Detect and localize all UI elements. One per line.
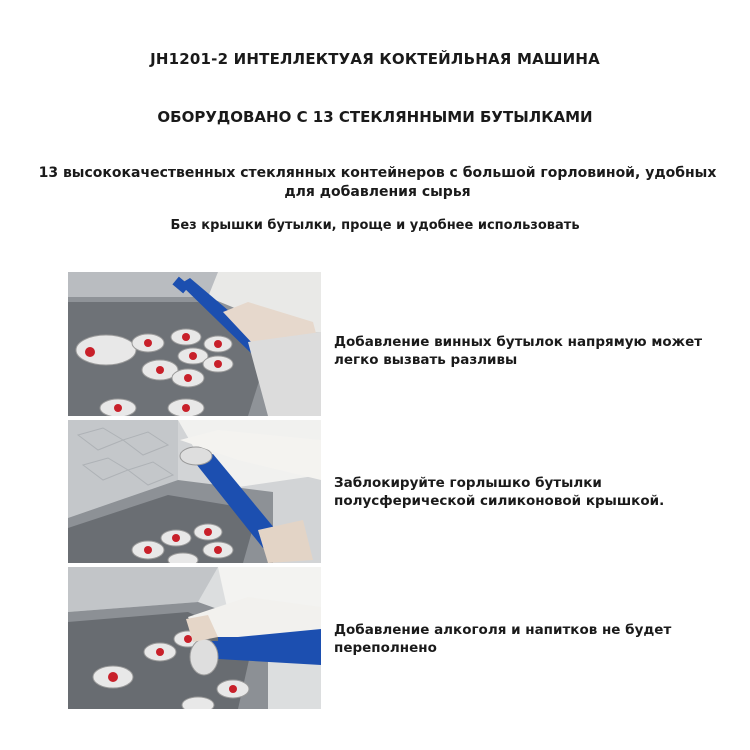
photo-silicone-cap xyxy=(68,420,321,563)
photo-adding-alcohol xyxy=(68,567,321,709)
photo-pouring-directly xyxy=(68,272,321,416)
step-caption-1: Добавление винных бутылок напрямую может легко вызвать разливы xyxy=(334,334,703,368)
page-title: JH1201-2 ИНТЕЛЛЕКТУАЯ КОКТЕЙЛЬНАЯ МАШИНА xyxy=(150,50,600,68)
note-text: Без крышки бутылки, проще и удобнее использовать xyxy=(170,218,580,233)
step-caption-2: Заблокируйте горлышко бутылки полусферической силиконовой крышкой. xyxy=(334,475,665,509)
step-caption-3: Добавление алкоголя и напитков не будет переполнено xyxy=(334,622,672,656)
page-subtitle: ОБОРУДОВАНО С 13 СТЕКЛЯННЫМИ БУТЫЛКАМИ xyxy=(157,108,593,126)
description-text: 13 высококачественных стеклянных контейнеров с большой горловиной, удобных для добавления сырья xyxy=(38,165,717,200)
